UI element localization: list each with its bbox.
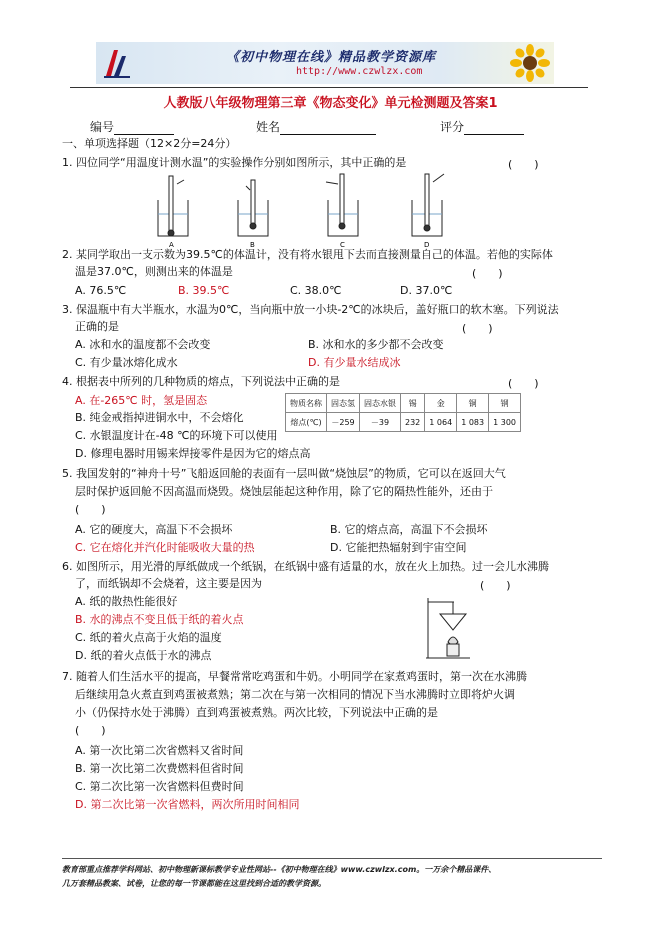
q5-stem-line1: 5. 我国发射的“神舟十号”飞船返回舱的表面有一层叫做“烧蚀层”的物质，它可以在返回大气 xyxy=(62,467,506,480)
number-field xyxy=(90,118,174,135)
name-blank xyxy=(280,122,376,135)
q2-answer-paren: ( ) xyxy=(472,267,503,280)
fig-label-a: A xyxy=(169,241,174,248)
table-header-cell: 金 xyxy=(425,394,457,413)
table-cell: 232 xyxy=(401,413,425,432)
table-cell: －259 xyxy=(327,413,360,432)
q1-thermometer-figure xyxy=(150,170,470,248)
q4-stem: 4. 根据表中所列的几种物质的熔点，下列说法中正确的是 xyxy=(62,375,340,388)
table-header-cell: 铜 xyxy=(457,394,489,413)
number-blank xyxy=(114,122,174,135)
q4-option-c: C. 水银温度计在-48 ℃的环境下可以使用 xyxy=(75,429,278,442)
q7-option-d: D. 第二次比第一次省燃料，两次所用时间相同 xyxy=(75,798,300,811)
q5-option-d: D. 它能把热辐射到宇宙空间 xyxy=(330,541,467,554)
fig-label-d: D xyxy=(424,241,430,248)
header-rule xyxy=(70,87,588,88)
q7-answer-paren: ( ) xyxy=(75,724,106,737)
score-field xyxy=(440,118,524,135)
q3-option-d: D. 有少量水结成冰 xyxy=(308,356,401,369)
footer-rule xyxy=(62,858,602,859)
q6-option-d: D. 纸的着火点低于水的沸点 xyxy=(75,649,212,662)
q6-stem-line1: 6. 如图所示，用光滑的厚纸做成一个纸锅，在纸锅中盛有适量的水，放在火上加热。过一会儿水沸腾 xyxy=(62,560,549,573)
table-row xyxy=(286,413,521,432)
q3-stem-line2: 正确的是 xyxy=(75,320,119,333)
table-cell: －39 xyxy=(360,413,401,432)
score-label: 评分 xyxy=(440,120,465,134)
q2-stem-line1: 2. 某同学取出一支示数为39.5℃的体温计，没有将水银甩下去而直接测量自己的体温。若他的实际体 xyxy=(62,248,553,261)
header-banner xyxy=(96,42,554,84)
q3-answer-paren: ( ) xyxy=(462,322,493,335)
q5-option-a: A. 它的硬度大，高温下不会损坏 xyxy=(75,523,233,536)
footer-line-1: 教育部重点推荐学科网站、初中物理新课标教学专业性网站--《初中物理在线》www.czwlzx.com。一万余个精品课件、 xyxy=(62,865,497,874)
q3-option-c: C. 有少量冰熔化成水 xyxy=(75,356,178,369)
q6-paper-pot-figure xyxy=(418,592,478,662)
q6-stem-line2: 了，而纸锅却不会烧着，这主要是因为 xyxy=(75,577,262,590)
q3-option-b: B. 冰和水的多少都不会改变 xyxy=(308,338,444,351)
q7-stem-line3: 小（仍保持水处于沸腾）直到鸡蛋被煮熟。两次比较，下列说法中正确的是 xyxy=(75,706,438,719)
q7-stem-line1: 7. 随着人们生活水平的提高，早餐常常吃鸡蛋和牛奶。小明同学在家煮鸡蛋时，第一次在水沸腾 xyxy=(62,670,527,683)
banner-title: 《初中物理在线》精品教学资源库 xyxy=(226,50,437,65)
q3-option-a: A. 冰和水的温度都不会改变 xyxy=(75,338,211,351)
melting-point-table xyxy=(285,393,521,432)
table-cell: 熔点(℃) xyxy=(286,413,327,432)
q6-answer-paren: ( ) xyxy=(480,579,511,592)
q2-option-b: B. 39.5℃ xyxy=(178,284,230,297)
q2-option-c: C. 38.0℃ xyxy=(290,284,342,297)
q7-option-c: C. 第二次比第一次省燃料但费时间 xyxy=(75,780,244,793)
q5-answer-paren: ( ) xyxy=(75,503,106,516)
q2-option-d: D. 37.0℃ xyxy=(400,284,453,297)
table-header-cell: 物质名称 xyxy=(286,394,327,413)
table-header-cell: 固态水银 xyxy=(360,394,401,413)
q4-option-d: D. 修理电器时用锡来焊接零件是因为它的熔点高 xyxy=(75,447,311,460)
q5-stem-line2: 层时保护返回舱不因高温而烧毁。烧蚀层能起这种作用，除了它的隔热性能外，还由于 xyxy=(75,485,493,498)
name-label: 姓名 xyxy=(256,120,281,134)
table-cell: 1 300 xyxy=(489,413,521,432)
q6-option-c: C. 纸的着火点高于火焰的温度 xyxy=(75,631,222,644)
site-logo-icon xyxy=(102,46,132,80)
table-cell: 1 064 xyxy=(425,413,457,432)
q7-stem-line2: 后继续用急火煮直到鸡蛋被煮熟；第二次在与第一次相同的情况下当水沸腾时立即将炉火调 xyxy=(75,688,515,701)
footer xyxy=(62,863,496,891)
section-heading: 一、单项选择题（12×2分=24分） xyxy=(62,137,237,150)
table-header-cell: 钢 xyxy=(489,394,521,413)
page-title: 人教版八年级物理第三章《物态变化》单元检测题及答案1 xyxy=(163,96,498,111)
banner-url[interactable]: http://www.czwlzx.com xyxy=(296,66,423,77)
table-header-row xyxy=(286,394,521,413)
q1-stem: 1. 四位同学“用温度计测水温”的实验操作分别如图所示，其中正确的是 xyxy=(62,156,407,169)
q5-option-b: B. 它的熔点高，高温下不会损坏 xyxy=(330,523,488,536)
q6-option-b: B. 水的沸点不变且低于纸的着火点 xyxy=(75,613,244,626)
table-cell: 1 083 xyxy=(457,413,489,432)
footer-line-2: 几万套精品教案、试卷，让您的每一节课都能在这里找到合适的教学资源。 xyxy=(62,879,326,888)
table-header-cell: 固态氢 xyxy=(327,394,360,413)
number-label: 编号 xyxy=(90,120,115,134)
q2-stem-line2: 温是37.0℃，则测出来的体温是 xyxy=(75,265,233,278)
q5-option-c: C. 它在熔化并汽化时能吸收大量的热 xyxy=(75,541,255,554)
q3-stem-line1: 3. 保温瓶中有大半瓶水，水温为0℃，当向瓶中放一小块-2℃的冰块后，盖好瓶口的软木塞。下列说法 xyxy=(62,303,559,316)
q4-option-b: B. 纯金戒指掉进铜水中，不会熔化 xyxy=(75,411,244,424)
sunflower-icon xyxy=(510,44,550,82)
q4-option-a: A. 在-265℃ 时，氢是固态 xyxy=(75,394,208,407)
q7-option-a: A. 第一次比第二次省燃料又省时间 xyxy=(75,744,244,757)
q1-answer-paren: ( ) xyxy=(508,158,539,171)
fig-label-b: B xyxy=(250,241,255,248)
q6-option-a: A. 纸的散热性能很好 xyxy=(75,595,178,608)
fig-label-c: C xyxy=(340,241,345,248)
q7-option-b: B. 第一次比第二次费燃料但省时间 xyxy=(75,762,244,775)
score-blank xyxy=(464,122,524,135)
table-header-cell: 锡 xyxy=(401,394,425,413)
q4-answer-paren: ( ) xyxy=(508,377,539,390)
q2-option-a: A. 76.5℃ xyxy=(75,284,127,297)
name-field xyxy=(256,118,376,135)
